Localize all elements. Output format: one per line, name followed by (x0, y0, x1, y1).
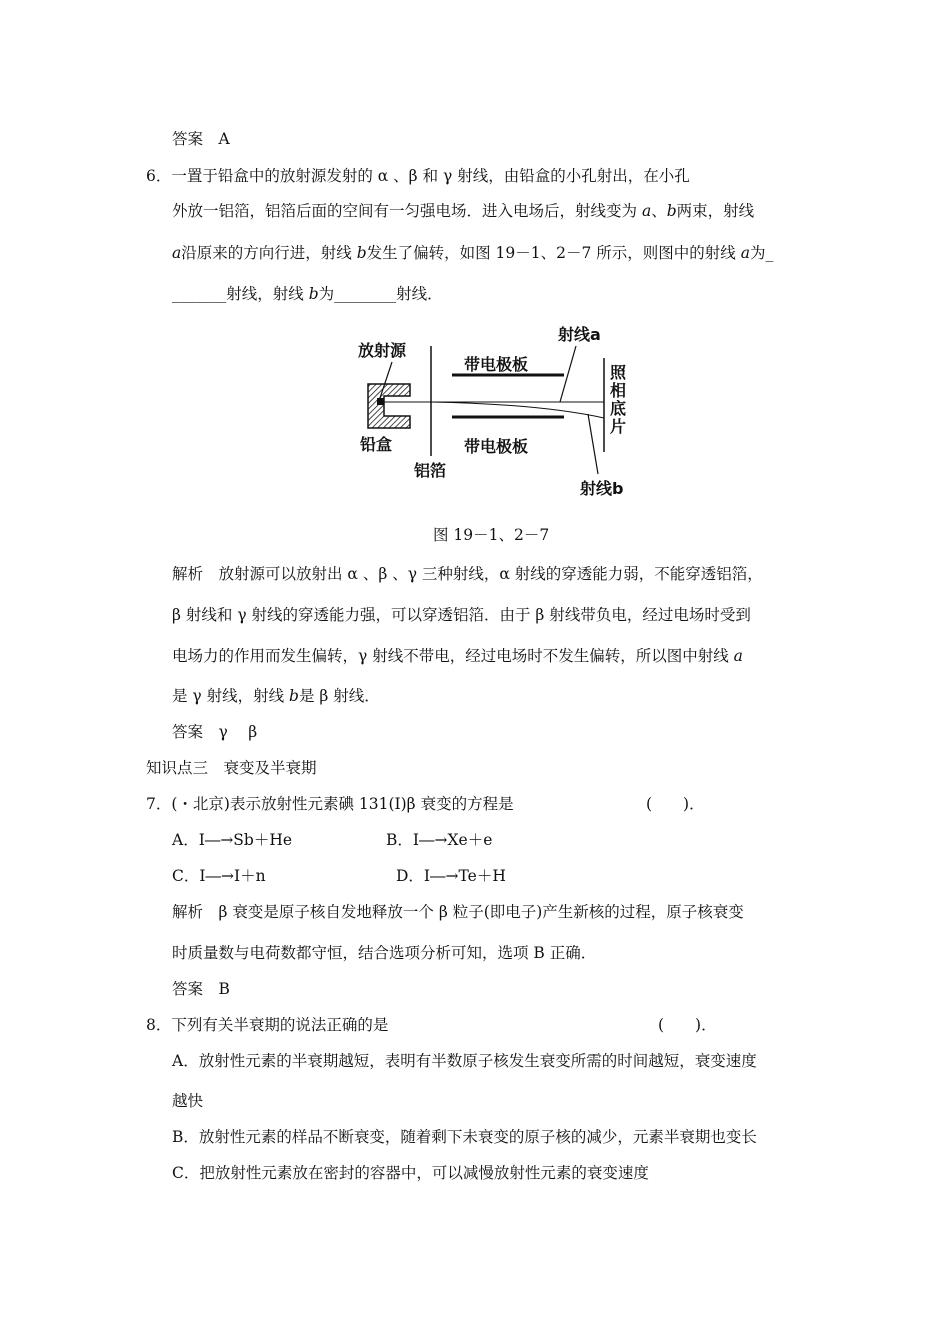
q8-option-b: B．放射性元素的样品不断衰变，随着剩下未衰变的原子核的减少，元素半衰期也变长 (172, 1128, 757, 1146)
film-char: 照 (610, 363, 627, 382)
q7-analysis-line2: 时质量数与电荷数都守恒，结合选项分析可知，选项 B 正确． (172, 944, 597, 962)
q7-answer-paren: ( )． (646, 795, 705, 813)
q6-stem-line3 (172, 243, 773, 263)
q6-stem-line2 (172, 201, 754, 221)
q8-answer-paren: ( )． (658, 1016, 717, 1034)
text: 是 γ 射线，射线 (172, 687, 290, 705)
text: 为________射线． (318, 285, 443, 303)
text: 发生了偏转，如图 19－1、2－7 所示，则图中的射线 (366, 244, 741, 262)
q7-answer (172, 979, 230, 999)
q7-option-a: A．I―→Sb＋He (172, 831, 293, 849)
var-a: a (740, 244, 750, 262)
q6-answer (172, 722, 257, 742)
q8-option-a-line2: 越快 (172, 1092, 204, 1110)
text: 外放一铝箔，铝箔后面的空间有一匀强电场．进入电场后，射线变为 (172, 202, 642, 220)
var-a: a (172, 244, 182, 262)
q6-analysis-line3 (172, 646, 743, 666)
source-dot (377, 398, 384, 405)
film-char: 片 (610, 417, 627, 436)
ray-b-label: 射线b (580, 479, 624, 498)
q5-answer (172, 129, 230, 149)
answer-value: B (218, 980, 230, 998)
q7-option-d: D．I―→Te＋H (396, 867, 506, 885)
plate-top-label: 带电极板 (464, 355, 529, 374)
text: 两束，射线 (676, 202, 755, 220)
var-b: b (289, 687, 299, 705)
film-char: 相 (610, 381, 627, 400)
text: 为_ (749, 244, 774, 262)
var-a: a (641, 202, 652, 220)
q8-option-a-line1: A．放射性元素的半衰期越短，表明有半数原子核发生衰变所需的时间越短，衰变速度 (172, 1052, 757, 1070)
lead-box (368, 384, 410, 428)
q7-option-b: B．I―→Xe＋e (386, 831, 493, 849)
source-label: 放射源 (358, 341, 407, 360)
q7-stem: 7．(・北京)表示放射性元素碘 131(I)β 衰变的方程是 (146, 795, 514, 813)
q6-analysis-line4 (172, 686, 380, 706)
q8-stem: 8．下列有关半衰期的说法正确的是 (146, 1016, 389, 1034)
text: 是 β 射线． (298, 687, 380, 705)
text: 电场力的作用而发生偏转，γ 射线不带电，经过电场时不发生偏转，所以图中射线 (172, 647, 734, 665)
var-a: a (733, 647, 743, 665)
text: _______射线，射线 (172, 285, 309, 303)
answer-label: 答案 (172, 980, 204, 998)
figure-caption: 图 19－1、2－7 (433, 526, 550, 544)
var-b: b (666, 202, 677, 220)
q6-analysis-line2: β 射线和 γ 射线的穿透能力强，可以穿透铝箔．由于 β 射线带负电，经过电场时受到 (172, 606, 751, 624)
answer-value: γ β (218, 723, 258, 741)
ray-b-leader (588, 414, 598, 474)
lead-box-label: 铅盒 (360, 435, 393, 454)
var-b: b (356, 244, 367, 262)
q6-analysis-line1: 解析 放射源可以放射出 α 、β 、γ 三种射线，α 射线的穿透能力弱，不能穿透铝箔， (172, 565, 763, 583)
answer-label: 答案 (172, 723, 204, 741)
q7-option-c: C．I―→I＋n (172, 867, 266, 885)
foil-label: 铝箔 (414, 461, 447, 480)
plate-bottom-label: 带电极板 (464, 437, 529, 456)
answer-value: A (218, 130, 230, 148)
q6-stem-line1: 6．一置于铅盒中的放射源发射的 α 、β 和 γ 射线，由铅盒的小孔射出，在小孔 (146, 167, 690, 185)
q7-analysis-line1: 解析 β 衰变是原子核自发地释放一个 β 粒子(即电子)产生新核的过程，原子核衰变 (172, 903, 744, 921)
radiation-figure (340, 318, 640, 503)
q8-option-c: C．把放射性元素放在密封的容器中，可以减慢放射性元素的衰变速度 (172, 1164, 649, 1182)
text: 、 (651, 202, 667, 220)
text: 沿原来的方向行进，射线 (181, 244, 357, 262)
q6-stem-line4 (172, 284, 443, 304)
film-char: 底 (610, 399, 627, 418)
var-b: b (308, 285, 319, 303)
answer-label: 答案 (172, 130, 204, 148)
section-heading: 知识点三 衰变及半衰期 (146, 759, 317, 777)
ray-a-label: 射线a (558, 325, 601, 344)
